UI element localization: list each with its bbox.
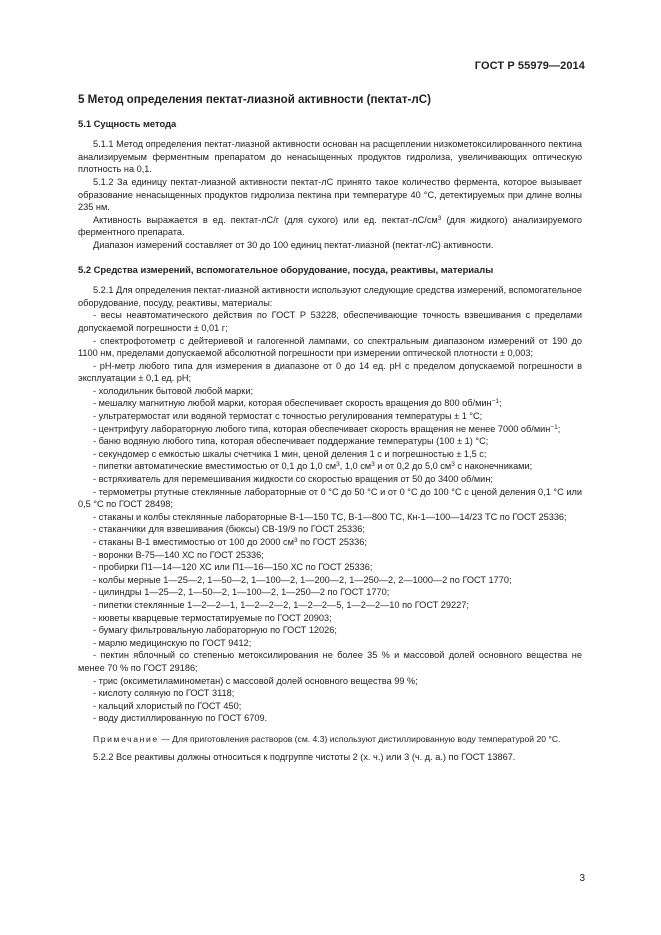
- list-item: - цилиндры 1—25—2, 1—50—2, 1—100—2, 1—250—2 по ГОСТ 1770;: [93, 587, 390, 598]
- subsection-title-5-2: 5.2 Средства измерений, вспомогательное оборудование, посуда, реактивы, материалы: [78, 263, 494, 275]
- paragraph-5-1-1: 5.1.1 Метод определения пектат-лиазной активности основан на расщеплении низкометоксилированного пектина анализируемым ферментным препаратом до ненасыщенных продуктов гидролиза, увеличивающих оптическую плотность на 0,1.: [78, 139, 582, 175]
- list-item: - марлю медицинскую по ГОСТ 9412;: [93, 637, 252, 648]
- list-item: - центрифугу лабораторную любого типа, которая обеспечивает скорость вращения не менее 7000 об/мин$^{-1}$;: [93, 423, 561, 434]
- subsection-title-5-1: 5.1 Сущность метода: [78, 117, 177, 129]
- list-item: - воду дистиллированную по ГОСТ 6709.: [93, 713, 268, 724]
- note-text: — Для приготовления растворов (см. 4.3) используют дистиллированную воду температурой 20 °С.: [158, 733, 561, 744]
- list-item: - термометры ртутные стеклянные лабораторные от 0 °С до 50 °С и от 0 °С до 100 °С с ценой деления 0,1 °С или 0,5 °С по ГОСТ 28498;: [78, 486, 582, 510]
- list-item: - колбы мерные 1—25—2, 1—50—2, 1—100—2, 1—200—2, 1—250—2, 2—1000—2 по ГОСТ 1770;: [93, 574, 512, 585]
- list-item: - встряхиватель для перемешивания жидкости со скоростью вращения от 50 до 3400 об/мин;: [93, 474, 493, 485]
- list-item: - мешалку магнитную любой марки, которая обеспечивает скорость вращения до 800 об/мин$^{-1}$;: [93, 398, 502, 409]
- list-item: - пипетки стеклянные 1—2—2—1, 1—2—2—2, 1—2—2—5, 1—2—2—10 по ГОСТ 29227;: [93, 599, 469, 610]
- list-item: - холодильник бытовой любой марки;: [93, 385, 253, 396]
- paragraph-5-2-1: 5.2.1 Для определения пектат-лиазной активности используют следующие средства измерений, вспомогательное оборудование, посуду, реактивы, материалы:: [78, 285, 582, 308]
- list-item: - кислоту соляную по ГОСТ 3118;: [93, 688, 235, 699]
- list-item: - стаканчики для взвешивания (бюксы) СВ-19/9 по ГОСТ 25336;: [93, 524, 365, 535]
- paragraph-range: Диапазон измерений составляет от 30 до 100 единиц пектат-лиазной (пектат-лС) активности.: [93, 239, 494, 250]
- list-item: - трис (оксиметиламинометан) с массовой долей основного вещества 99 %;: [93, 675, 418, 686]
- list-item: - пипетки автоматические вместимостью от 0,1 до 1,0 $см^3$, 1,0 $см^3$ и от 0,2 до 5,0 $см^3$ с наконечниками;: [93, 461, 533, 472]
- list-item: - пробирки П1—14—120 ХС или П1—16—150 ХС по ГОСТ 25336;: [93, 562, 373, 573]
- list-item: - бумагу фильтровальную лабораторную по ГОСТ 12026;: [93, 625, 337, 636]
- paragraph-5-1-2: 5.1.2 За единицу пектат-лиазной активности пектат-лС принято такое количество фермента, которое вызывает образование ненасыщенных продуктов гидролиза пектина при температуре 40 °С, детектируемых при длине волны 235 нм.: [78, 176, 582, 213]
- note-label: Примечание: [93, 733, 159, 744]
- list-item: - секундомер с емкостью шкалы счетчика 1 мин, ценой деления 1 с и погрешностью ± 1,5 с;: [93, 448, 487, 459]
- page-number: 3: [579, 873, 585, 884]
- list-item: - спектрофотометр с дейтериевой и галогенной лампами, со спектральным диапазоном измерений от 190 до 1100 нм, пределами допускаемой абсолютной погрешности при измерении оптической плотности ± 0,003;: [78, 335, 582, 359]
- paragraph-5-2-2: 5.2.2 Все реактивы должны относиться к подгруппе чистоты 2 (х. ч.) или 3 (ч. д. а.) по ГОСТ 13867.: [93, 751, 516, 762]
- note: [78, 733, 582, 745]
- list-item: - весы неавтоматического действия по ГОСТ Р 53228, обеспечивающие точность взвешивания с пределами допускаемой погрешности ± 0,01 г;: [78, 310, 582, 333]
- list-item: - баню водяную любого типа, которая обеспечивает поддержание температуры (100 ± 1) °С;: [93, 436, 489, 447]
- list-item: - пектин яблочный со степенью метоксилирования не более 35 % и массовой долей основного вещества не менее 70 % по ГОСТ 29186;: [78, 650, 582, 673]
- section-title: 5 Метод определения пектат-лиазной активности (пектат-лС): [78, 93, 432, 106]
- list-item: - кальций хлористый по ГОСТ 450;: [93, 700, 242, 711]
- paragraph-activity: Активность выражается в ед. пектат-лС/г (для сухого) или ед. пектат-$лС/см^3$ (для жидкого) анализируемого ферментного препарата.: [78, 214, 583, 238]
- list-item: - ультратермостат или водяной термостат с точностью регулирования температуры ± 1 °С;: [93, 411, 483, 422]
- list-item: - рН-метр любого типа для измерения в диапазоне от 0 до 14 ед. рН с пределом допускаемой погрешности в эксплуатации ± 0,1 ед. рН;: [78, 360, 582, 384]
- page-content: [78, 94, 582, 764]
- list-item: - стаканы В-1 вместимостью от 100 до 2000 $см^3$ по ГОСТ 25336;: [93, 536, 367, 547]
- list-item: - воронки В-75—140 ХС по ГОСТ 25336;: [93, 549, 264, 560]
- list-item: - стаканы и колбы стеклянные лабораторные В-1—150 ТС, В-1—800 ТС, Кн-1—100—14/23 ТС по ГОСТ 25336;: [93, 511, 567, 522]
- document-number: ГОСТ Р 55979—2014: [474, 60, 585, 72]
- list-item: - кюветы кварцевые термостатируемые по ГОСТ 20903;: [93, 612, 332, 623]
